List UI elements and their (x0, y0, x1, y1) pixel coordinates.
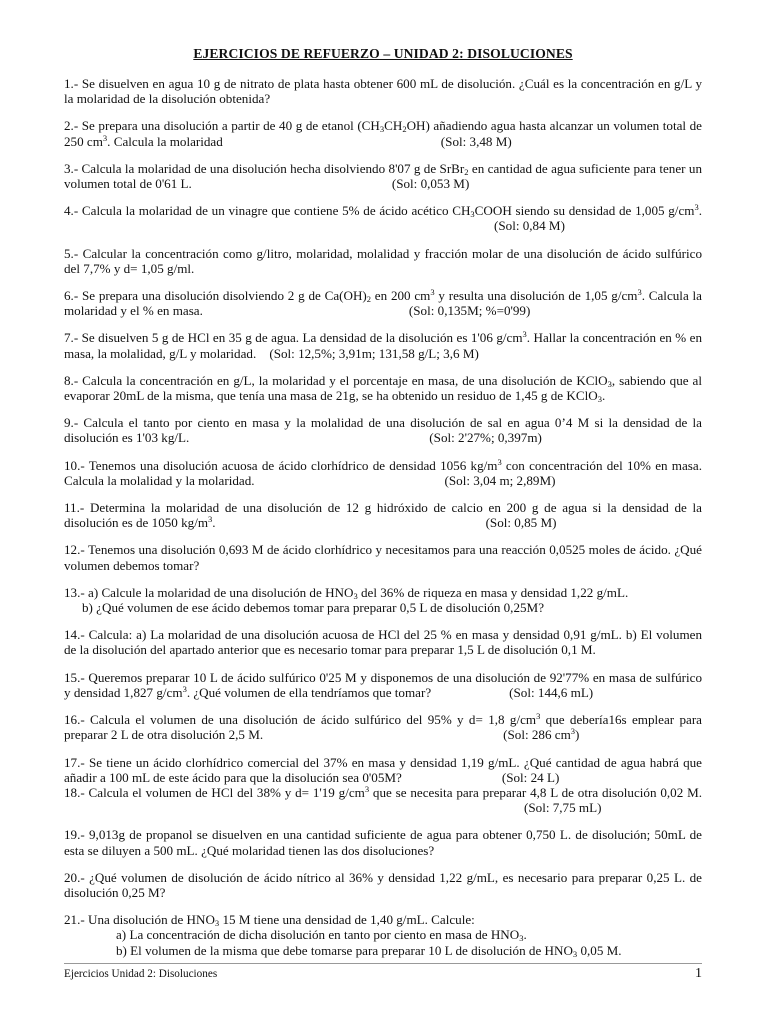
exercise-15-solution: (Sol: 144,6 mL) (509, 684, 594, 700)
document-page (64, 46, 702, 970)
exercise-3 (64, 161, 702, 191)
exercise-18-text: 18.- Calcula el volumen de HCl del 38% y d= 1'19 $g/cm^3$ que se necesita para preparar 4,8 L de otra disolución 0,02 M.(Sol: 7,75 mL) (64, 783, 702, 816)
exercise-2 (64, 118, 702, 148)
exercise-17 (64, 755, 702, 785)
exercise-6-text: 6.- Se prepara una disolución disolviendo 2 g de $Ca(OH)_2$ en 200 $cm^3$ y resulta una disolución de 1,05 $g/cm^3$. Calcula la molaridad y el % en masa. (Sol: 0,135M; %=0'99) (64, 287, 702, 319)
exercise-21-part-b: b) El volumen de la misma que debe tomarse para preparar 10 L de disolución de $HNO_3$ 0,05 M. (116, 942, 622, 959)
exercise-10-solution: (Sol: 3,04 m; 2,89M) (444, 472, 556, 488)
exercise-20-text: 20.- ¿Qué volumen de disolución de ácido nítrico al 36% y densidad 1,22 g/mL, es necesario para preparar 0,25 L. de disolución 0,25 M? (64, 869, 702, 900)
exercise-21-text: 21.- Una disolución de $HNO_3$ 15 M tiene una densidad de 1,40 g/mL. Calcule: (64, 912, 475, 929)
exercise-1 (64, 76, 702, 106)
exercise-12 (64, 542, 702, 572)
exercise-1-text: 1.- Se disuelven en agua 10 g de nitrato de plata hasta obtener 600 mL de disolución. ¿Cuál es la concentración en g/L y la molaridad de la disolución obtenida? (64, 76, 702, 107)
exercise-9-solution: (Sol: 2'27%; 0,397m) (429, 430, 542, 446)
exercise-20 (64, 870, 702, 900)
exercise-11 (64, 500, 702, 530)
exercise-15 (64, 670, 702, 700)
exercise-21 (64, 912, 702, 958)
exercise-17-text: 17.- Se tiene un ácido clorhídrico comercial del 37% en masa y densidad 1,19 g/mL. ¿Qué cantidad de agua habrá que añadir a 100 mL de este ácido para que la disolución sea 0'05M? (Sol: 24 L) (64, 754, 702, 785)
exercise-2-text: 2.- Se prepara una disolución a partir de 40 g de etanol $(CH_3CH_2OH)$ añadiendo agua hasta alcanzar un volumen total de 250 $cm^3$. Calcula la molaridad (Sol: 3,48 M) (64, 118, 702, 149)
exercise-5-text: 5.- Calcular la concentración como g/litro, molaridad, molalidad y fracción molar de una disolución de ácido sulfúrico del 7,7% y d= 1,05 g/ml. (64, 245, 702, 276)
footer-divider (64, 963, 702, 964)
exercise-2-solution: (Sol: 3,48 M) (440, 133, 512, 149)
exercise-10-text: 10.- Tenemos una disolución acuosa de ácido clorhídrico de densidad 1056 $kg/m^3$ con concentración del 10% en masa. Calcula la molalidad y la molaridad. (Sol: 3,04 m; 2,89M) (64, 456, 702, 488)
exercise-18 (64, 785, 702, 815)
exercise-3-text: 3.- Calcula la molaridad de una disolución hecha disolviendo 8'07 g de SrBr$_2$ en cantidad de agua suficiente para tener un volumen total de 0'61 L. (Sol: 0,053 M) (64, 160, 702, 192)
exercise-6 (64, 288, 702, 318)
exercise-14 (64, 627, 702, 657)
exercise-8-text: 8.- Calcula la concentración en g/L, la molaridad y el porcentaje en masa, de una disolución de KClO$_3$, sabiendo que al evaporar 20mL de la misma, que tenía una masa de 21g, se ha obtenido un residuo de 1,45 g de KClO$_3$. (64, 372, 702, 405)
exercise-19-text: 19.- 9,013g de propanol se disuelven en una cantidad suficiente de agua para obtener 0,750 L. de disolución; 50mL de esta se diluyen a 500 mL. ¿Qué molaridad tienen las dos disoluciones? (64, 827, 702, 858)
page-number: 1 (695, 966, 702, 981)
exercise-13-part-b: b) ¿Qué volumen de ese ácido debemos tomar para preparar 0,5 L de disolución 0,25M? (82, 600, 545, 616)
exercise-6-solution: (Sol: 0,135M; %=0'99) (408, 303, 531, 319)
exercise-16-solution: (Sol: 286 $cm^3$) (503, 726, 580, 743)
exercise-18-solution: (Sol: 7,75 mL) (524, 800, 602, 816)
exercise-21-part-a: a) La concentración de dicha disolución en tanto por ciento en masa de $HNO_3$. (116, 927, 527, 944)
exercise-14-text: 14.- Calcula: a) La molaridad de una disolución acuosa de HCl del 25 % en masa y densidad 0,91 g/mL. b) El volumen de la disolución del apartado anterior que es necesario tomar para preparar 1,5 L de disolución 0,1 M. (64, 627, 702, 658)
exercise-11-text: 11.- Determina la molaridad de una disolución de 12 g hidróxido de calcio en 200 g de agua si la densidad de la disolución es de 1050 $kg/m^3$. (Sol: 0,85 M) (64, 500, 702, 531)
exercise-19 (64, 827, 702, 857)
exercise-5 (64, 246, 702, 276)
exercise-4-solution: (Sol: 0,84 M) (494, 218, 565, 234)
exercise-7-solution: (Sol: 12,5%; 3,91m; 131,58 g/L; 3,6 M) (269, 345, 479, 361)
exercise-9 (64, 415, 702, 445)
document-title: EJERCICIOS DE REFUERZO – UNIDAD 2: DISOLUCIONES (193, 46, 573, 61)
exercise-13 (64, 585, 702, 615)
exercise-8 (64, 373, 702, 403)
exercise-16 (64, 712, 702, 742)
footer-label: Ejercicios Unidad 2: Disoluciones (64, 968, 218, 980)
exercise-11-solution: (Sol: 0,85 M) (485, 515, 557, 531)
exercise-4 (64, 203, 702, 233)
exercise-16-text: 16.- Calcula el volumen de una disolución de ácido sulfúrico del 95% y d= 1,8 $g/cm^3$ que debería16s emplear para preparar 2 L de otra disolución 2,5 M. (Sol: 286 $cm^3$) (64, 711, 702, 743)
exercise-10 (64, 458, 702, 488)
exercise-4-text: 4.- Calcula la molaridad de un vinagre que contiene 5% de ácido acético $CH_3COOH$ siendo su densidad de 1,005 $g/cm^3.(Sol$: 0,84 M) (64, 202, 702, 234)
exercise-7-text: 7.- Se disuelven 5 g de HCl en 35 g de agua. La densidad de la disolución es 1'06 $g/cm^3$. Hallar la concentración en % en masa, la molalidad, g/L y molaridad. (Sol: 12,5%; 3,91m; 131,58 g/L; 3,6 M) (64, 329, 702, 361)
exercise-9-text: 9.- Calcula el tanto por ciento en masa y la molalidad de una disolución de sal en agua 0’4 M si la densidad de la disolución es 1'03 kg/L. (Sol: 2'27%; 0,397m) (64, 415, 702, 446)
exercise-12-text: 12.- Tenemos una disolución 0,693 M de ácido clorhídrico y necesitamos para una reacción 0,0525 moles de ácido. ¿Qué volumen debemos tomar? (64, 542, 702, 573)
exercise-17-solution: (Sol: 24 L) (501, 769, 560, 785)
page-footer (64, 966, 702, 982)
exercise-7 (64, 330, 702, 360)
exercise-13-part-a: 13.- a) Calcule la molaridad de una disolución de $HNO_3$ del 36% de riqueza en masa y densidad 1,22 g/mL. (64, 584, 629, 601)
exercise-3-solution: (Sol: 0,053 M) (391, 176, 470, 192)
exercise-15-text: 15.- Queremos preparar 10 L de ácido sulfúrico 0'25 M y disponemos de una disolución de 92'77% en masa de sulfúrico y densidad 1,827 $g/cm^3$. ¿Qué volumen de ella tendríamos que tomar? (Sol: 144,6 mL) (64, 669, 702, 700)
